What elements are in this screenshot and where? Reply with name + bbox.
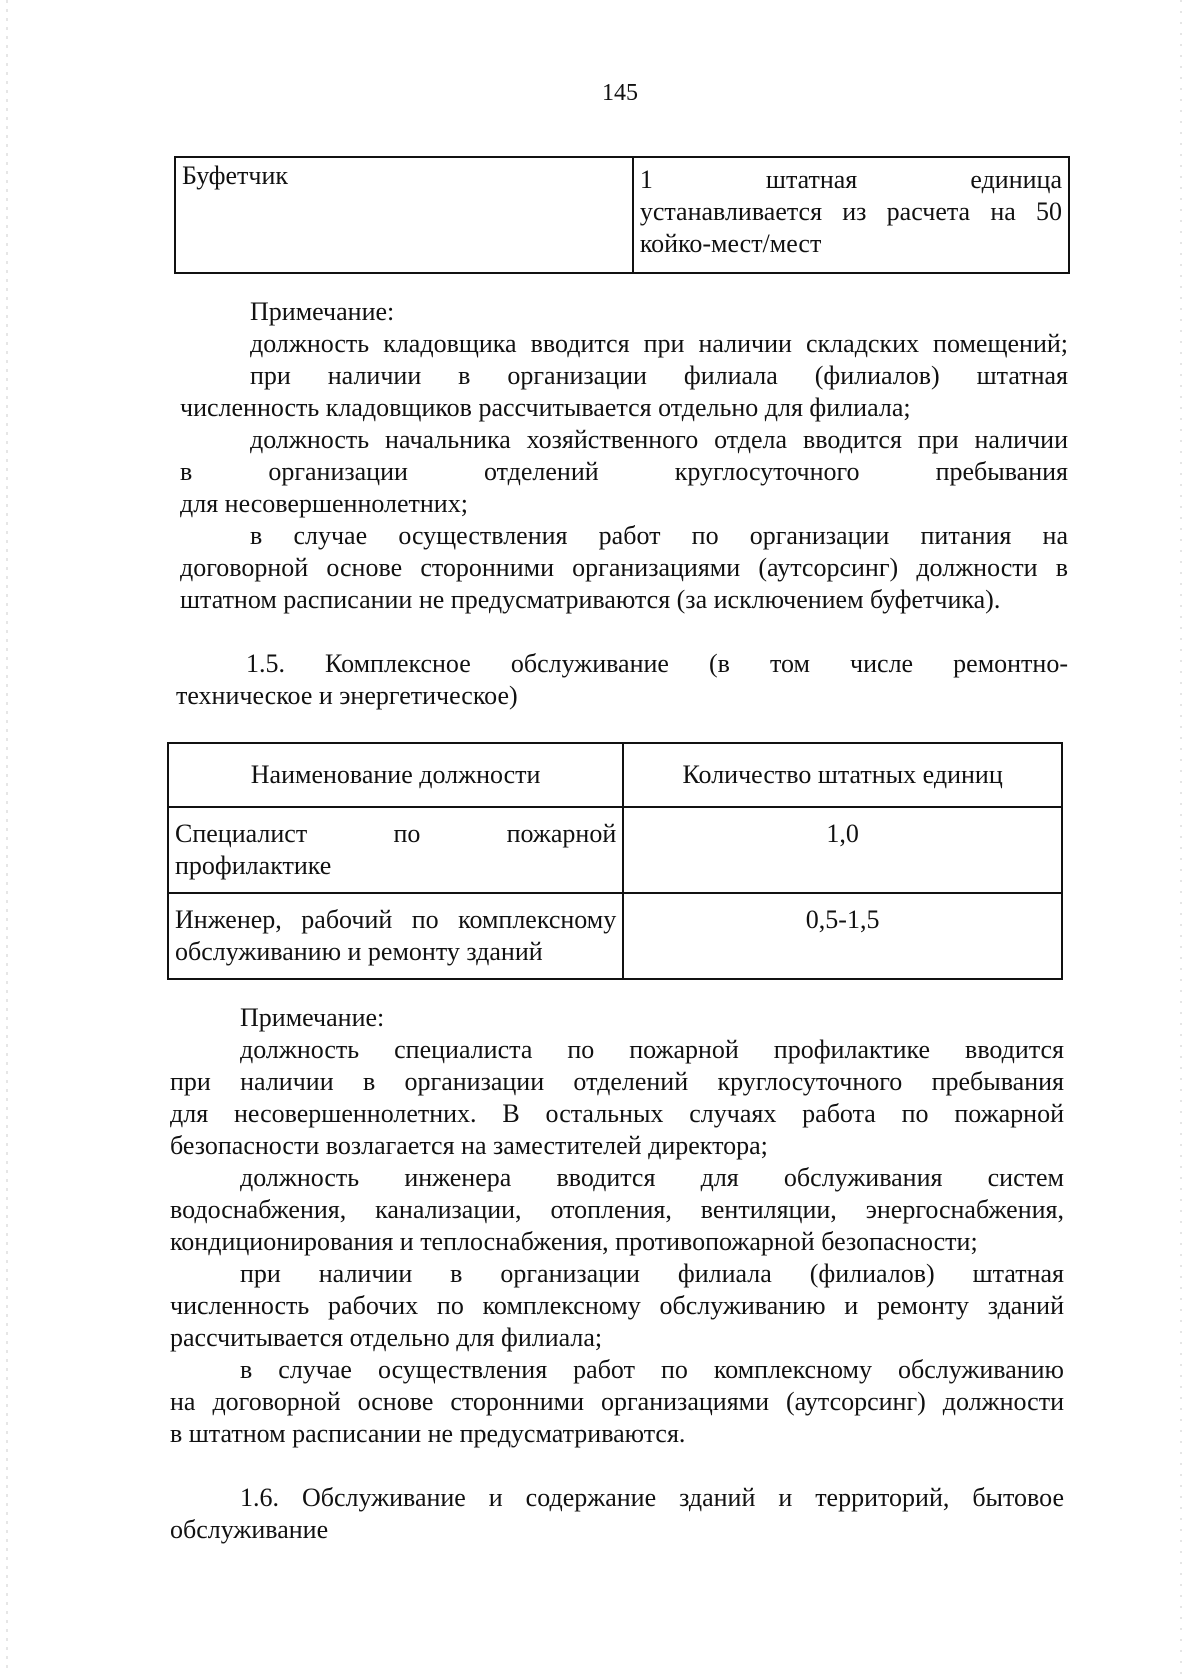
note-line: безопасности возлагается на заместителей директора; xyxy=(170,1131,768,1160)
note-line: должность кладовщика вводится при наличии складских помещений; xyxy=(250,329,1068,358)
norm-line: койко-мест/мест xyxy=(639,229,822,258)
note-heading: Примечание: xyxy=(240,1003,385,1032)
section-heading-line: техническое и энергетическое) xyxy=(176,681,518,710)
section-heading-line: 1.6. Обслуживание и содержание зданий и территорий, бытовое xyxy=(240,1483,1064,1512)
staffing-table-1 xyxy=(174,156,1070,274)
position-line: обслуживанию и ремонту зданий xyxy=(175,937,543,966)
note-line: должность начальника хозяйственного отдела вводится при наличии xyxy=(250,425,1068,454)
count-cell xyxy=(623,893,1062,979)
column-header: Наименование должности xyxy=(250,760,541,789)
column-header: Количество штатных единиц xyxy=(682,760,1003,789)
note-1 xyxy=(180,296,1068,616)
table-row xyxy=(168,893,1062,979)
note-line: на договорной основе сторонними организациями (аутсорсинг) должности xyxy=(170,1387,1064,1416)
table-header-row xyxy=(168,743,1062,807)
note-line: в случае осуществления работ по организации питания на xyxy=(250,521,1068,550)
note-line: при наличии в организации филиала (филиалов) штатная xyxy=(240,1259,1064,1288)
position-cell xyxy=(168,807,623,893)
position-cell xyxy=(168,893,623,979)
note-line: численность кладовщиков рассчитывается отдельно для филиала; xyxy=(180,393,911,422)
table-row xyxy=(168,807,1062,893)
note-line: при наличии в организации филиала (филиалов) штатная xyxy=(250,361,1068,390)
header-count xyxy=(623,743,1062,807)
note-line: в случае осуществления работ по комплексному обслуживанию xyxy=(240,1355,1064,1384)
section-heading-line: 1.5. Комплексное обслуживание (в том числе ремонтно- xyxy=(246,649,1068,678)
count-value: 1,0 xyxy=(826,819,859,848)
note-line: в организации отделений круглосуточного пребывания xyxy=(180,457,1068,486)
note-line: при наличии в организации отделений круглосуточного пребывания xyxy=(170,1067,1064,1096)
header-position xyxy=(168,743,623,807)
scan-edge-left xyxy=(6,0,8,1674)
position-cell xyxy=(175,157,633,273)
section-1-6-heading xyxy=(170,1482,1064,1546)
note-heading: Примечание: xyxy=(250,297,395,326)
section-heading-line: обслуживание xyxy=(170,1515,329,1544)
note-line: для несовершеннолетних. В остальных случаях работа по пожарной xyxy=(170,1099,1064,1128)
note-line: должность инженера вводится для обслуживания систем xyxy=(240,1163,1064,1192)
norm-line: 1 штатная единица xyxy=(639,165,1062,194)
note-line: штатном расписании не предусматриваются (за исключением буфетчика). xyxy=(180,585,1001,614)
note-line: численность рабочих по комплексному обслуживанию и ремонту зданий xyxy=(170,1291,1064,1320)
page-number: 145 xyxy=(602,80,638,106)
count-cell xyxy=(623,807,1062,893)
staffing-table-2 xyxy=(167,742,1063,980)
norm-cell xyxy=(633,157,1069,273)
note-line: для несовершеннолетних; xyxy=(180,489,468,518)
position-line: Специалист по пожарной xyxy=(175,819,617,848)
table-row xyxy=(175,157,1069,273)
scan-edge-right xyxy=(1180,0,1182,1674)
note-line: договорной основе сторонними организациями (аутсорсинг) должности в xyxy=(180,553,1068,582)
norm-line: устанавливается из расчета на 50 xyxy=(639,197,1062,226)
count-value: 0,5-1,5 xyxy=(805,905,880,934)
position-line: профилактике xyxy=(175,851,332,880)
section-1-5-heading xyxy=(176,648,1068,712)
note-line: в штатном расписании не предусматриваются. xyxy=(170,1419,686,1448)
note-line: кондиционирования и теплоснабжения, противопожарной безопасности; xyxy=(170,1227,978,1256)
note-line: должность специалиста по пожарной профилактике вводится xyxy=(240,1035,1064,1064)
note-2 xyxy=(170,1002,1064,1450)
note-line: рассчитывается отдельно для филиала; xyxy=(170,1323,603,1352)
note-line: водоснабжения, канализации, отопления, вентиляции, энергоснабжения, xyxy=(170,1195,1064,1224)
position-name: Буфетчик xyxy=(182,161,289,190)
position-line: Инженер, рабочий по комплексному xyxy=(175,905,617,934)
